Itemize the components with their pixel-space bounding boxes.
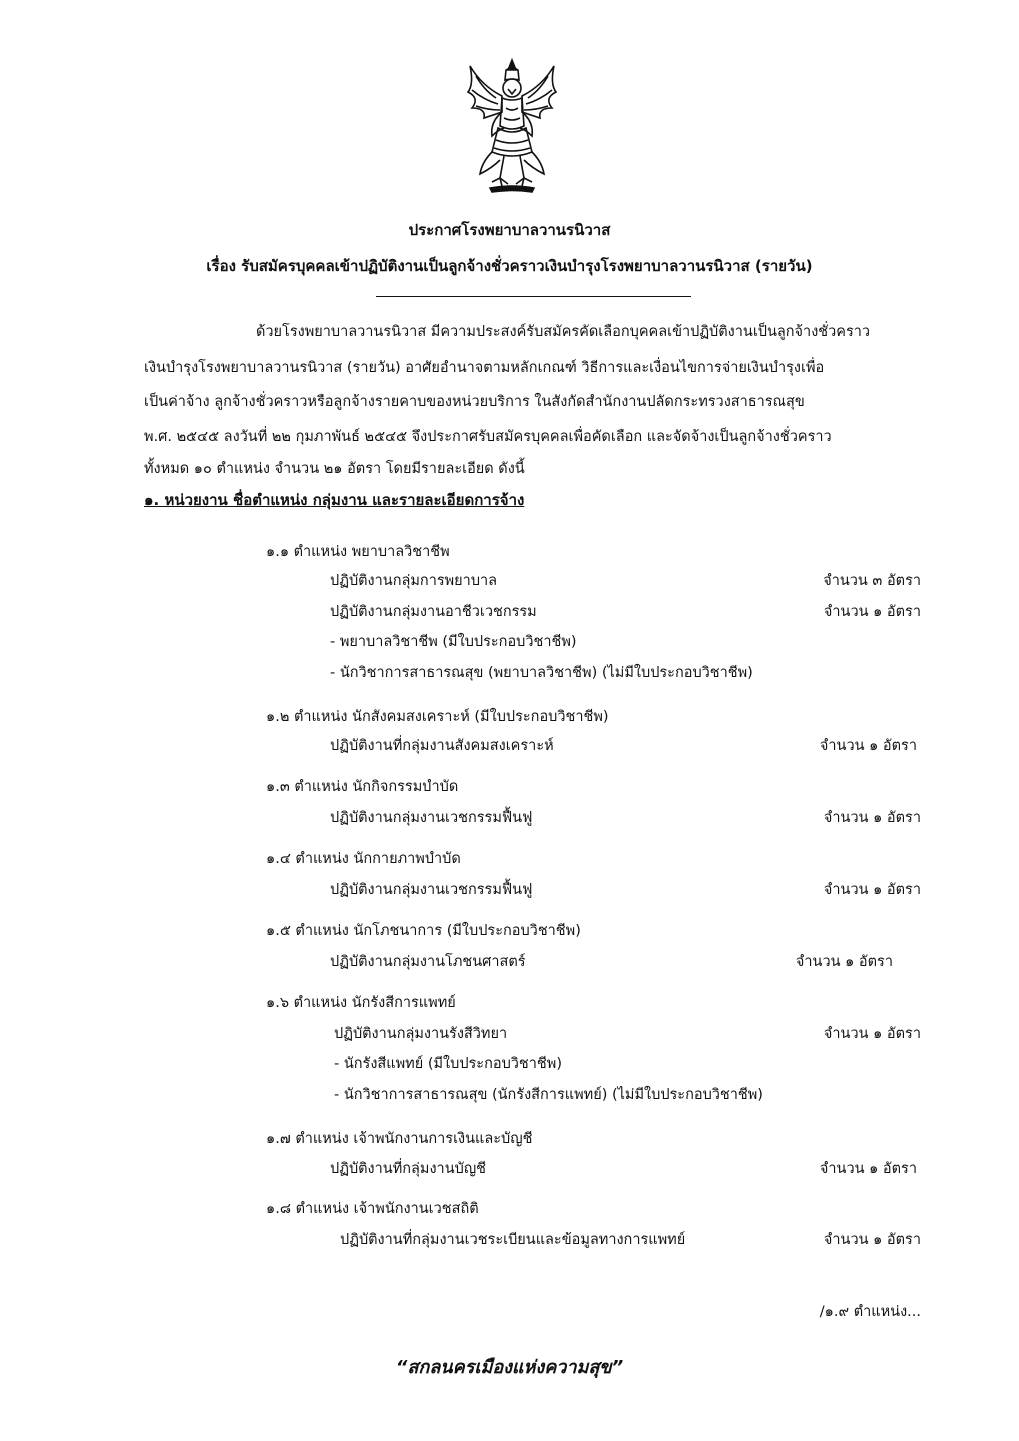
intro-line: ทั้งหมด ๑๐ ตำแหน่ง จำนวน ๒๑ อัตรา โดยมีรายละเอียด ดังนี้ <box>144 461 525 477</box>
garuda-emblem-icon <box>462 56 562 196</box>
position-title: ๑.๘ ตำแหน่ง เจ้าพนักงานเวชสถิติ <box>266 1201 479 1217</box>
position-unit: ปฏิบัติงานที่กลุ่มงานสังคมสงเคราะห์ <box>330 738 554 754</box>
intro-line: เป็นค่าจ้าง ลูกจ้างชั่วคราวหรือลูกจ้างรายคาบของหน่วยบริการ ในสังกัดสำนักงานปลัดกระทรวงสาธารณสุข <box>144 394 805 410</box>
position-note: - นักรังสีแพทย์ (มีใบประกอบวิชาชีพ) <box>334 1056 562 1072</box>
position-note: - นักวิชาการสาธารณสุข (นักรังสีการแพทย์) (ไม่มีใบประกอบวิชาชีพ) <box>334 1087 763 1103</box>
position-unit: ปฏิบัติงานกลุ่มการพยาบาล <box>330 573 498 589</box>
position-unit: ปฏิบัติงานที่กลุ่มงานเวชระเบียนและข้อมูลทางการแพทย์ <box>340 1232 686 1248</box>
announcement-subject: เรื่อง รับสมัครบุคคลเข้าปฏิบัติงานเป็นลูกจ้างชั่วคราวเงินบำรุงโรงพยาบาลวานรนิวาส (รายวัน) <box>206 257 813 275</box>
position-title: ๑.๕ ตำแหน่ง นักโภชนาการ (มีใบประกอบวิชาชีพ) <box>266 923 581 939</box>
position-unit: ปฏิบัติงานกลุ่มงานอาชีวเวชกรรม <box>330 604 537 620</box>
position-unit: ปฏิบัติงานกลุ่มงานเวชกรรมฟื้นฟู <box>330 810 533 826</box>
position-note: - นักวิชาการสาธารณสุข (พยาบาลวิชาชีพ) (ไม่มีใบประกอบวิชาชีพ) <box>330 665 753 681</box>
intro-line: พ.ศ. ๒๕๔๕ ลงวันที่ ๒๒ กุมภาพันธ์ ๒๕๔๕ จึงประกาศรับสมัครบุคคลเพื่อคัดเลือก และจัดจ้างเป็นลูกจ้างชั่วคราว <box>144 429 832 445</box>
position-count: จำนวน ๓ อัตรา <box>823 573 921 589</box>
position-note: - พยาบาลวิชาชีพ (มีใบประกอบวิชาชีพ) <box>330 634 577 650</box>
position-count: จำนวน ๑ อัตรา <box>823 1026 921 1042</box>
position-title: ๑.๔ ตำแหน่ง นักกายภาพบำบัด <box>266 851 461 867</box>
position-unit: ปฏิบัติงานที่กลุ่มงานบัญชี <box>330 1161 487 1177</box>
position-count: จำนวน ๑ อัตรา <box>823 604 921 620</box>
intro-line: เงินบำรุงโรงพยาบาลวานรนิวาส (รายวัน) อาศัยอำนาจตามหลักเกณฑ์ วิธีการและเงื่อนไขการจ่ายเงินบำรุงเพื่อ <box>144 360 825 376</box>
title-divider <box>376 296 691 297</box>
announcement-title: ประกาศโรงพยาบาลวานรนิวาส <box>408 221 611 239</box>
footer-motto: “สกลนครเมืองแห่งความสุข” <box>395 1357 624 1378</box>
position-unit: ปฏิบัติงานกลุ่มงานโภชนศาสตร์ <box>330 954 526 970</box>
position-count: จำนวน ๑ อัตรา <box>823 1232 921 1248</box>
continuation-marker: /๑.๙ ตำแหน่ง... <box>819 1304 921 1320</box>
position-title: ๑.๗ ตำแหน่ง เจ้าพนักงานการเงินและบัญชี <box>266 1131 533 1147</box>
section-1-heading: ๑. หน่วยงาน ชื่อตำแหน่ง กลุ่มงาน และรายละเอียดการจ้าง <box>144 491 525 509</box>
position-unit: ปฏิบัติงานกลุ่มงานรังสีวิทยา <box>334 1026 508 1042</box>
position-count: จำนวน ๑ อัตรา <box>795 954 893 970</box>
position-count: จำนวน ๑ อัตรา <box>819 1161 917 1177</box>
intro-line: ด้วยโรงพยาบาลวานรนิวาส มีความประสงค์รับสมัครคัดเลือกบุคคลเข้าปฏิบัติงานเป็นลูกจ้างชั่วคราว <box>256 324 871 340</box>
position-title: ๑.๓ ตำแหน่ง นักกิจกรรมบำบัด <box>266 779 459 795</box>
position-unit: ปฏิบัติงานกลุ่มงานเวชกรรมฟื้นฟู <box>330 882 533 898</box>
position-count: จำนวน ๑ อัตรา <box>823 882 921 898</box>
position-count: จำนวน ๑ อัตรา <box>819 738 917 754</box>
position-count: จำนวน ๑ อัตรา <box>823 810 921 826</box>
position-title: ๑.๖ ตำแหน่ง นักรังสีการแพทย์ <box>266 995 456 1011</box>
position-title: ๑.๑ ตำแหน่ง พยาบาลวิชาชีพ <box>266 544 450 560</box>
position-title: ๑.๒ ตำแหน่ง นักสังคมสงเคราะห์ (มีใบประกอบวิชาชีพ) <box>266 709 609 725</box>
